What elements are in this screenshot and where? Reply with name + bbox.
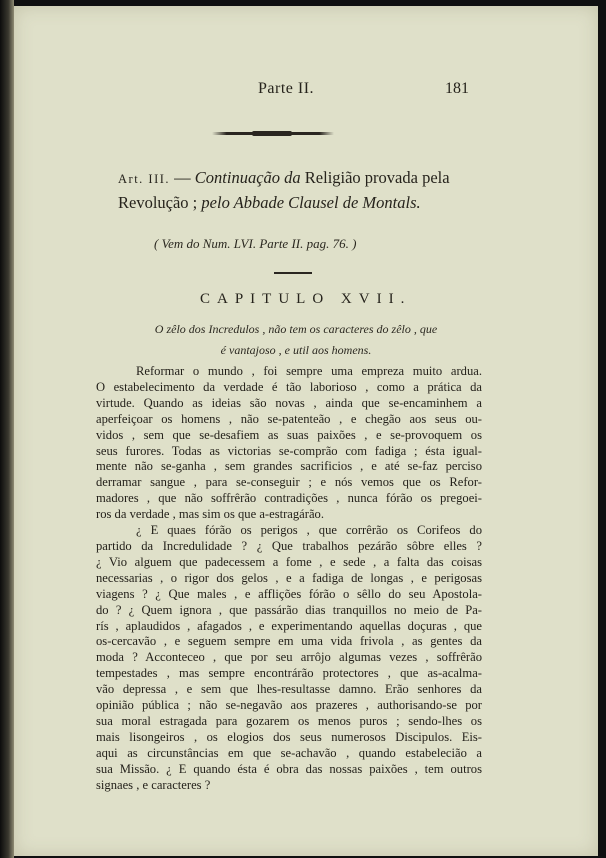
article-title — [118, 166, 498, 214]
text-line: do ? ¿ Quem ignora , que passárão dias tranquillos no meio de Pa- — [96, 602, 482, 617]
body-text — [96, 364, 482, 793]
article-label: Art. III. — [118, 172, 171, 186]
text-line: rís , aplaudidos , afagados , e experimentando aquellas doçuras , que — [96, 618, 482, 633]
running-header — [14, 80, 598, 104]
text-line: seus furores. Todas as victorias se-comprão com fadiga ; ésta igual- — [96, 443, 482, 458]
short-rule — [274, 272, 312, 274]
article-title-italic-2: pelo Abbade Clausel de Montals. — [201, 193, 421, 212]
text-line: O estabelecimento da verdade é tão laborioso , como a prática da — [96, 379, 482, 394]
subtitle-line: O zêlo dos Incredulos , não tem os caracteres do zêlo , que — [154, 322, 438, 336]
article-title-roman-2: Revolução ; — [118, 193, 198, 212]
text-line: derramar sangue , para se-conseguir ; e nós vemos que os Refor- — [96, 475, 482, 490]
text-line: aqui as circunstâncias em que se-achavão , quando estabelecião a — [96, 745, 482, 760]
text-line: mente não se-ganha , sem grandes sacrificios , e até se-faz perciso — [96, 459, 482, 474]
text-line: ros da verdade , mas sim os que a-estragárão. — [96, 507, 325, 522]
page-number: 181 — [445, 80, 469, 97]
continuation-note: ( Vem do Num. LVI. Parte II. pag. 76. ) — [154, 236, 357, 251]
ornamental-rule — [212, 132, 334, 135]
text-line: sua Missão. ¿ E quando ésta é obra das nossas paixões , tem outros — [96, 761, 482, 776]
text-line: opinião pública ; não se-negavão aos prazeres , authorisando-se por — [96, 698, 482, 713]
chapter-subtitle — [118, 319, 474, 361]
text-line: vidos , sem que se-desafiem as suas paixões , e se-provoquem os — [96, 427, 482, 442]
book-page — [14, 6, 598, 856]
paragraph-1 — [96, 364, 482, 523]
chapter-heading: CAPITULO XVII. — [200, 291, 412, 307]
header-part: Parte II. — [258, 80, 315, 97]
article-title-roman-1: Religião provada pela — [304, 168, 450, 187]
text-line: mais lisongeiros , os elogios dos seus numerosos Discipulos. Eis- — [96, 729, 482, 744]
text-line: vão depressa , e sem que lhes-resultasse damno. Erão senhores da — [96, 682, 482, 697]
subtitle-line: é vantajoso , e util aos homens. — [220, 343, 372, 357]
text-line: virtude. Quando as ideias são novas , ainda que se-encaminhem a — [96, 395, 482, 410]
text-line: aperfeiçoar os homens , não se-patenteão , e chegão aos seus ou- — [96, 411, 482, 426]
text-line: moda ? Acconteceo , que por seu arrôjo algumas vezes , soffrêrão — [96, 650, 482, 665]
article-title-italic-1: Continuação da — [194, 168, 301, 187]
book-gutter — [0, 0, 14, 858]
text-line: ¿ E quaes fórão os perigos , que corrêrão os Corifeos do — [136, 523, 482, 538]
text-line: viagens ? ¿ Que males , e afflições fórão o sêllo do seu Apostola- — [96, 586, 482, 601]
text-line: signaes , e caracteres ? — [96, 777, 211, 792]
text-line: Reformar o mundo , foi sempre uma empreza muito ardua. — [136, 364, 482, 378]
text-line: madores , que não soffrêrão contradições , nunca fórão os pregoei- — [96, 491, 482, 506]
text-line: os-cercavão , e seguem sempre em uma vida frivola , as gentes da — [96, 634, 482, 649]
text-line: sua moral estragada para gozarem os menos puros ; sendo-lhes os — [96, 713, 482, 728]
text-line: partido da Incredulidade ? ¿ Que trabalhos pezárão sôbre elles ? — [96, 538, 482, 553]
text-line: ¿ Vio alguem que padecessem a fome , e sede , a falta das coisas — [96, 554, 482, 569]
text-line: tempestades , mas sempre encontrárão protectores , que as-acalma- — [96, 666, 482, 681]
text-line: necessarias , o rigor dos gelos , e a fadiga de longas , e perigosas — [96, 570, 482, 585]
page-right-edge — [598, 0, 606, 858]
article-dash: — — [174, 168, 191, 187]
paragraph-2 — [96, 523, 482, 793]
